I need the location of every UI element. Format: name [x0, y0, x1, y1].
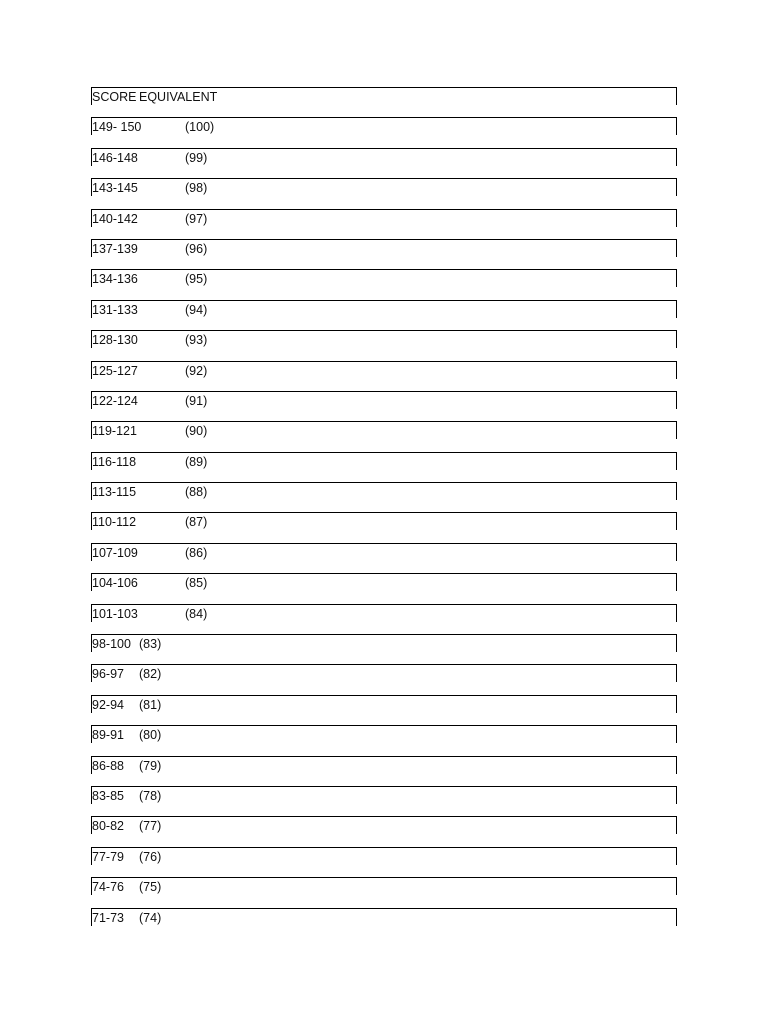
equivalent-cell: (91) [185, 393, 208, 408]
score-equivalent-table [91, 87, 678, 938]
table-row [91, 300, 678, 330]
score-range-cell: 86-88 [92, 758, 124, 773]
row-border [91, 452, 677, 470]
table-row [91, 786, 678, 816]
table-row [91, 756, 678, 786]
equivalent-cell: (82) [139, 667, 162, 682]
equivalent-cell: (86) [185, 545, 208, 560]
score-range-cell: 134-136 [92, 272, 138, 287]
row-border [91, 482, 677, 500]
equivalent-cell: (81) [139, 697, 162, 712]
table-row [91, 664, 678, 694]
score-range-cell: 89-91 [92, 728, 124, 743]
row-border [91, 269, 677, 287]
score-range-cell: 143-145 [92, 181, 138, 196]
table-row [91, 634, 678, 664]
equivalent-cell: (95) [185, 272, 208, 287]
row-border [91, 391, 677, 409]
equivalent-cell: (92) [185, 363, 208, 378]
score-range-cell: 119-121 [92, 424, 137, 439]
table-row [91, 543, 678, 573]
row-border [91, 117, 677, 135]
equivalent-cell: (79) [139, 758, 162, 773]
table-row [91, 330, 678, 360]
equivalent-cell: (85) [185, 576, 208, 591]
row-border [91, 604, 677, 622]
score-range-cell: 101-103 [92, 606, 138, 621]
row-border [91, 634, 677, 652]
score-range-cell: 77-79 [92, 849, 124, 864]
table-row [91, 847, 678, 877]
score-range-cell: 83-85 [92, 788, 124, 803]
score-range-cell: 113-115 [92, 485, 137, 500]
row-border [91, 148, 677, 166]
table-body [91, 117, 678, 938]
score-range-cell: 131-133 [92, 302, 138, 317]
row-border [91, 361, 677, 379]
table-row [91, 725, 678, 755]
row-border [91, 573, 677, 591]
score-range-cell: 122-124 [92, 393, 138, 408]
table-row [91, 178, 678, 208]
score-range-cell: 137-139 [92, 241, 138, 256]
equivalent-cell: (90) [185, 424, 208, 439]
score-range-cell: 107-109 [92, 545, 138, 560]
table-row [91, 908, 678, 938]
score-range-cell: 92-94 [92, 697, 124, 712]
row-border [91, 725, 677, 743]
table-row [91, 604, 678, 634]
row-border [91, 178, 677, 196]
score-range-cell: 110-112 [92, 515, 137, 530]
table-row [91, 391, 678, 421]
table-row [91, 117, 678, 147]
equivalent-cell: (94) [185, 302, 208, 317]
row-border [91, 239, 677, 257]
equivalent-cell: (75) [139, 880, 162, 895]
table-row [91, 877, 678, 907]
row-border [91, 543, 677, 561]
row-border [91, 695, 677, 713]
table-row [91, 421, 678, 451]
equivalent-cell: (99) [185, 150, 208, 165]
table-row [91, 209, 678, 239]
table-row [91, 148, 678, 178]
score-range-cell: 116-118 [92, 454, 137, 469]
equivalent-cell: (100) [185, 120, 215, 135]
equivalent-cell: (93) [185, 333, 208, 348]
equivalent-column-header: EQUIVALENT [139, 90, 218, 104]
row-border [91, 756, 677, 774]
table-row [91, 361, 678, 391]
equivalent-cell: (97) [185, 211, 208, 226]
equivalent-cell: (88) [185, 485, 208, 500]
row-border [91, 330, 677, 348]
row-border [91, 908, 677, 926]
equivalent-cell: (78) [139, 788, 162, 803]
table-row [91, 573, 678, 603]
score-range-cell: 74-76 [92, 880, 124, 895]
score-range-cell: 96-97 [92, 667, 124, 682]
equivalent-cell: (80) [139, 728, 162, 743]
row-border [91, 847, 677, 865]
table-row [91, 816, 678, 846]
equivalent-cell: (96) [185, 241, 208, 256]
score-range-cell: 149- 150 [92, 120, 142, 135]
row-border [91, 664, 677, 682]
equivalent-cell: (98) [185, 181, 208, 196]
score-range-cell: 146-148 [92, 150, 138, 165]
equivalent-cell: (83) [139, 637, 162, 652]
score-range-cell: 104-106 [92, 576, 138, 591]
score-range-cell: 71-73 [92, 910, 124, 925]
equivalent-cell: (76) [139, 849, 162, 864]
table-row [91, 512, 678, 542]
row-border [91, 209, 677, 227]
row-border [91, 300, 677, 318]
score-column-header: SCORE [92, 90, 137, 104]
row-border [91, 512, 677, 530]
score-range-cell: 125-127 [92, 363, 138, 378]
row-border [91, 816, 677, 834]
equivalent-cell: (84) [185, 606, 208, 621]
score-range-cell: 128-130 [92, 333, 138, 348]
row-border [91, 877, 677, 895]
table-row [91, 239, 678, 269]
score-range-cell: 140-142 [92, 211, 138, 226]
table-header-row [91, 87, 678, 117]
table-row [91, 482, 678, 512]
score-range-cell: 98-100 [92, 637, 131, 652]
score-range-cell: 80-82 [92, 819, 124, 834]
table-row [91, 695, 678, 725]
row-border [91, 421, 677, 439]
equivalent-cell: (89) [185, 454, 208, 469]
table-row [91, 452, 678, 482]
equivalent-cell: (87) [185, 515, 208, 530]
row-border [91, 786, 677, 804]
equivalent-cell: (77) [139, 819, 162, 834]
table-row [91, 269, 678, 299]
equivalent-cell: (74) [139, 910, 162, 925]
